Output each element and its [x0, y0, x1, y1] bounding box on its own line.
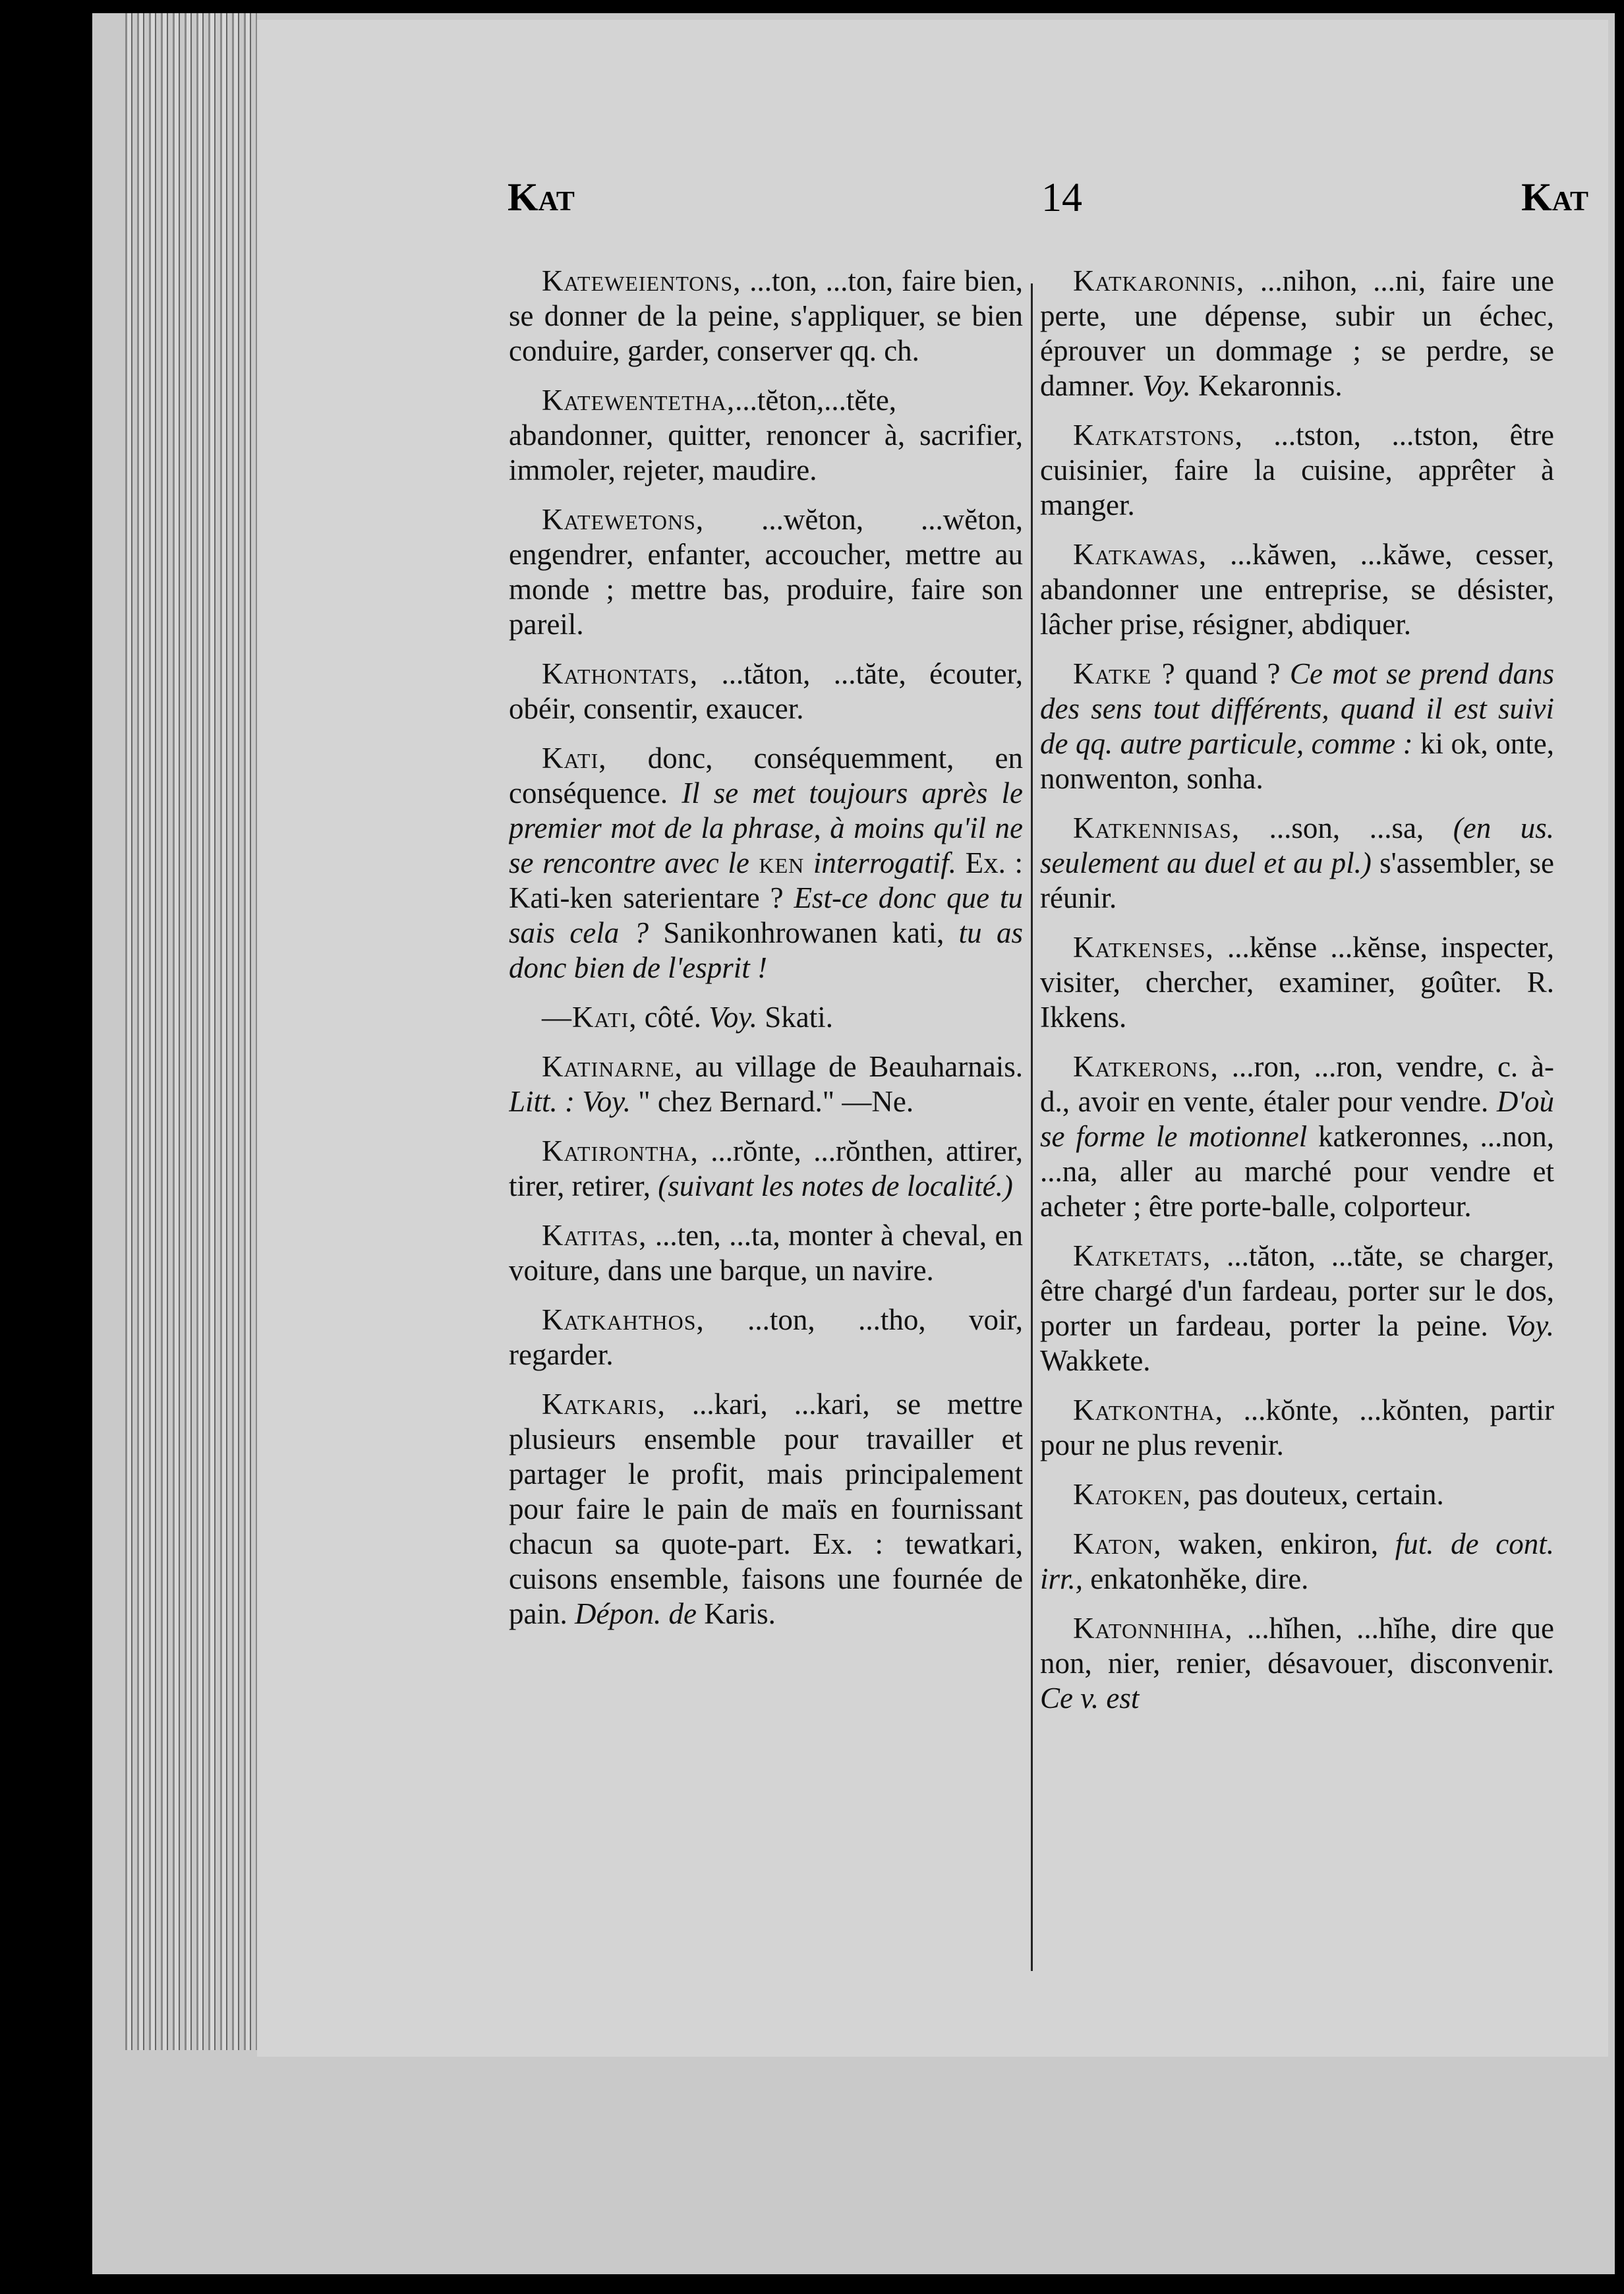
entry-text: ...tston, ...tston, être cuisinier, faire la cuisine, apprêter à manger. [1040, 419, 1554, 521]
entry-headword: Katkenses, [1073, 931, 1214, 964]
entry-text: ...kari, ...kari, se mettre plusieurs ensemble pour travailler et partager le profit, mais principalement pour faire le pain de maïs en fournissant chacun sa quote-part. Ex. : tewatkari, cuisons ensemble, faisons une fournée de pain. [509, 1388, 1023, 1630]
entry-text: Sanikonhrowanen kati, [649, 916, 944, 949]
entry-text: ...tĕton,...tĕte, abandonner, quitter, renoncer à, sacrifier, immoler, rejeter, maudire. [509, 384, 1023, 486]
dictionary-entry [1040, 264, 1554, 403]
dictionary-entry [509, 1000, 1023, 1035]
entry-text: katkeronnes, ...non, ...na, aller au marché pour vendre et acheter ; être porte-balle, colporteur. [1040, 1120, 1554, 1223]
entry-text: ki ok, onte, nonwenton, sonha. [1040, 727, 1554, 795]
entry-italic-note: Ce v. est [1040, 1682, 1140, 1715]
entry-text: donc, conséquemment, en conséquence. [509, 742, 1023, 809]
entry-text: ...tăton, ...tăte, écouter, obéir, consentir, exaucer. [509, 657, 1023, 725]
entry-italic-note: fut. de cont. [1378, 1527, 1554, 1560]
entry-text: ...nihon, ...ni, faire une perte, une dépense, subir un échec, éprouver un dommage ; se perdre, se damner. [1040, 264, 1554, 402]
entry-text: " chez Bernard." [631, 1085, 835, 1118]
entry-headword: Katkennisas, [1073, 811, 1240, 844]
dictionary-entry [509, 1049, 1023, 1119]
dictionary-entry [1040, 930, 1554, 1035]
entry-headword: Katketats, [1073, 1239, 1211, 1272]
dictionary-entry [1040, 811, 1554, 916]
entry-text: Karis. [696, 1597, 776, 1630]
dictionary-entry [509, 383, 1023, 488]
entry-italic-note: D'où se forme le motionnel [1040, 1085, 1554, 1153]
entry-text: s'assembler, se réunir. [1040, 846, 1554, 914]
entry-headword: Katewetons, [542, 503, 705, 536]
entry-italic-note: (en us. seulement au duel et au pl.) [1040, 811, 1554, 879]
dictionary-entry [1040, 537, 1554, 642]
header-left-guide-word: Kat [508, 175, 575, 219]
entry-headword: Katkontha, [1073, 1394, 1223, 1426]
entry-text: ...ron, ...ron, vendre, c. à-d., avoir en vente, étaler pour vendre. [1040, 1050, 1554, 1118]
entry-text: ...hĭhen, ...hĭhe, dire que non, nier, renier, désavouer, disconvenir. [1040, 1612, 1554, 1680]
entry-italic-note: (suivant les notes de localité.) [651, 1169, 1013, 1202]
entry-text: ...wĕton, ...wĕton, engendrer, enfanter, accoucher, mettre au monde ; mettre bas, produire, faire son pareil. [509, 503, 1023, 641]
entry-headword: Katkaronnis, [1073, 264, 1245, 297]
dictionary-entry [1040, 1239, 1554, 1378]
entry-text: ...rŏnte, ...rŏnthen, attirer, tirer, retirer, [509, 1134, 1023, 1202]
entry-headword: Katkawas, [1073, 538, 1207, 571]
dictionary-entry [509, 1218, 1023, 1288]
entry-text: ...tăton, ...tăte, se charger, être chargé d'un fardeau, porter sur le dos, porter un fardeau, porter la peine. [1040, 1239, 1554, 1342]
dictionary-entry [509, 1387, 1023, 1632]
entry-italic-note: Voy. [575, 1085, 631, 1118]
entry-text: ...ton, ...ton, faire bien, se donner de la peine, s'appliquer, se bien conduire, garder, conserver qq. ch. [509, 264, 1023, 367]
entry-text: enkatonhĕke, [1083, 1562, 1248, 1595]
entry-headword: Katitas, [542, 1219, 647, 1252]
dictionary-entry [509, 1134, 1023, 1204]
entry-text: au village de Beauharnais. [682, 1050, 1023, 1083]
page-edge-stack [125, 13, 257, 2050]
entry-headword: Katke ? [1073, 657, 1176, 690]
entry-headword: —Kati, [542, 1001, 637, 1034]
entry-text: côté. [637, 1001, 701, 1034]
page-number: 14 [1041, 175, 1082, 220]
entry-italic-note: Dépon. de [567, 1597, 697, 1630]
entry-text: ...ten, ...ta, monter à cheval, en voiture, dans une barque, un navire. [509, 1219, 1023, 1287]
entry-text: ...son, ...sa, [1240, 811, 1424, 844]
entry-text: Ex. : Kati-ken saterientare ? [509, 846, 1023, 914]
entry-headword: Katinarne, [542, 1050, 683, 1083]
entry-headword: Katkerons, [1073, 1050, 1219, 1083]
entry-text: Wakkete. [1040, 1344, 1151, 1377]
entry-italic-note: Il se met toujours après le premier mot de la phrase, à moins qu'il ne se rencontre avec le [509, 777, 1023, 879]
dictionary-entry [509, 741, 1023, 985]
entry-italic-note: Voy. [1134, 369, 1191, 402]
dictionary-entry [1040, 418, 1554, 523]
entry-italic-note: tu as donc bien de l'esprit ! [509, 916, 1023, 984]
entry-text: ...kăwen, ...kăwe, cesser, abandonner une entreprise, se désister, lâcher prise, résigner, abdiquer. [1040, 538, 1554, 641]
dictionary-entry [1040, 1477, 1554, 1512]
dictionary-entry [1040, 1393, 1554, 1463]
entry-headword: Kathontats, [542, 657, 699, 690]
entry-text: —Ne. [834, 1085, 914, 1118]
entry-text: ...kŏnte, ...kŏnten, partir pour ne plus revenir. [1040, 1394, 1554, 1461]
entry-text: quand ? [1175, 657, 1281, 690]
margin-mark [14, 719, 24, 758]
dictionary-entry [509, 264, 1023, 368]
entry-text: ken [749, 846, 805, 879]
dictionary-entry [1040, 1527, 1554, 1597]
entry-headword: Katonnhiha, [1073, 1612, 1233, 1645]
dictionary-entry [509, 1303, 1023, 1372]
entry-headword: Katewеientons, [542, 264, 741, 297]
entry-italic-note: irr., [1040, 1562, 1084, 1595]
entry-italic-note: Voy. [1488, 1309, 1554, 1342]
entry-italic-note: Ce mot se prend dans des sens tout différents, quand il est suivi de qq. autre particule, comme : [1040, 657, 1554, 760]
entry-italic-note: Litt. : [509, 1085, 575, 1118]
entry-headword: Katkatstons, [1073, 419, 1243, 452]
entry-headword: Katewentetha, [542, 384, 736, 417]
entry-text: ...kĕnse ...kĕnse, inspecter, visiter, chercher, examiner, goûter. R. Ikkens. [1040, 931, 1554, 1034]
entry-headword: Katon, [1073, 1527, 1162, 1560]
entry-italic-note: Voy. [701, 1001, 757, 1034]
entry-text: dire. [1247, 1562, 1309, 1595]
entry-italic-note: Est-ce donc que tu sais cela ? [509, 881, 1023, 949]
entry-text: Skati. [757, 1001, 833, 1034]
dictionary-entry [1040, 657, 1554, 796]
entry-text: ...ton, ...tho, voir, regarder. [509, 1303, 1023, 1371]
entry-headword: Katkahthos, [542, 1303, 705, 1336]
entry-text: Kekaronnis. [1190, 369, 1343, 402]
column-divider [1031, 283, 1033, 1971]
entry-headword: Katkaris, [542, 1388, 666, 1421]
dictionary-entry [1040, 1611, 1554, 1716]
entry-italic-note: interrogatif. [804, 846, 956, 879]
dictionary-entry [509, 502, 1023, 642]
dictionary-entry [509, 657, 1023, 726]
margin-mark [61, 74, 80, 104]
entry-text: pas douteux, certain. [1191, 1478, 1444, 1511]
entry-headword: Katoken, [1073, 1478, 1192, 1511]
header-right-guide-word: Kat [1521, 175, 1588, 219]
entry-headword: Katirontha, [542, 1134, 699, 1167]
entry-headword: Kati, [542, 742, 607, 775]
entry-text: waken, enkiron, [1161, 1527, 1379, 1560]
left-column [509, 264, 1023, 2030]
right-column [1040, 264, 1554, 2030]
dictionary-entry [1040, 1049, 1554, 1224]
page-header [508, 175, 1588, 247]
